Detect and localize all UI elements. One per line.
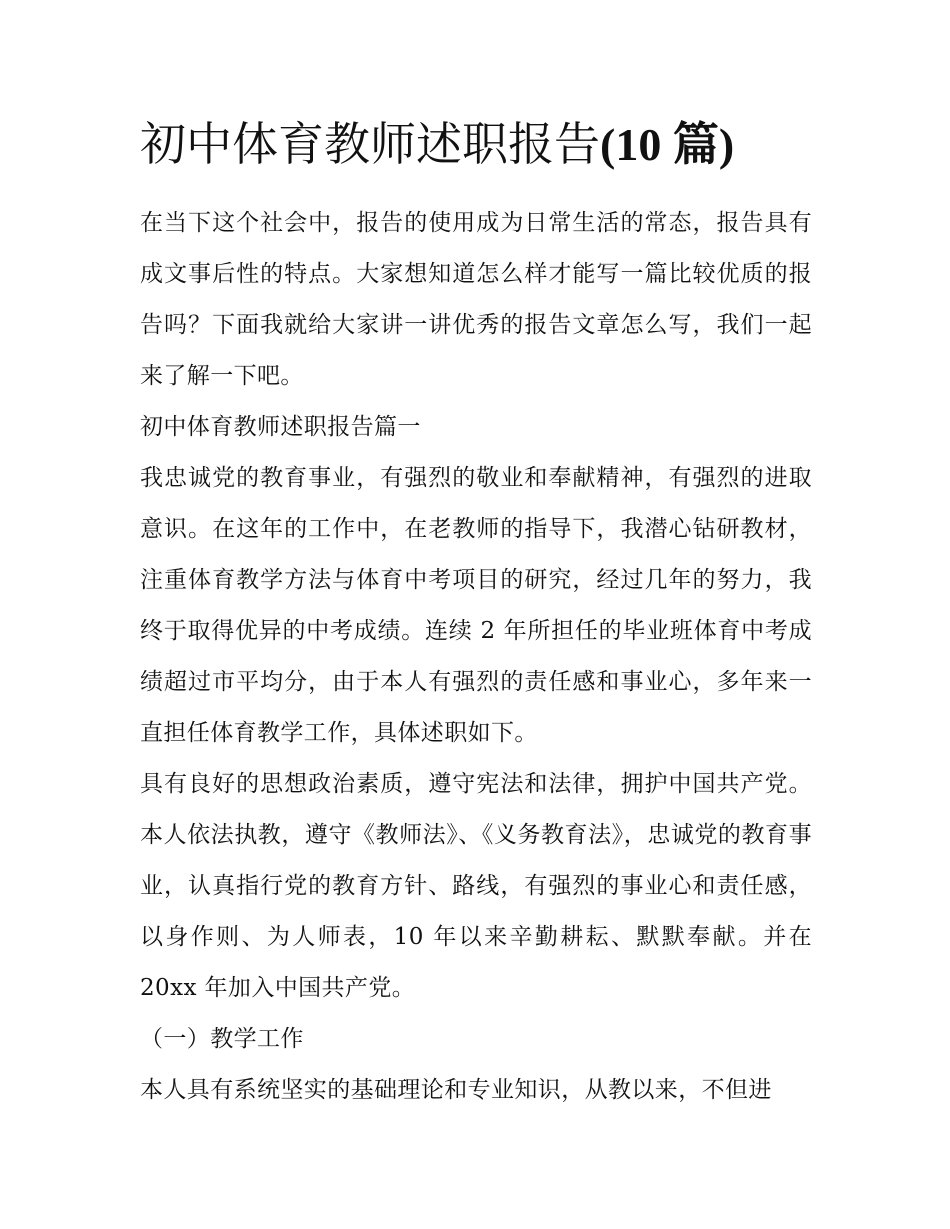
body-paragraph: 我忠诚党的教育事业，有强烈的敬业和奉献精神，有强烈的进取意识。在这年的工作中，在老教师的指导下，我潜心钻研教材，注重体育教学方法与体育中考项目的研究，经过几年的努力，我终于取得优异的中考成绩。连续 2 年所担任的毕业班体育中考成绩超过市平均分，由于本人有强烈的责任感和事业心，多年来一直担任体育教学工作，具体述职如下。 xyxy=(140,465,812,746)
body-paragraph: 具有良好的思想政治素质，遵守宪法和法律，拥护中国共产党。本人依法执教，遵守《教师法》、《义务教育法》，忠诚党的教育事业，认真指行党的教育方针、路线，有强烈的事业心和责任感，以身作则、为人师表，10 年以来辛勤耕耘、默默奉献。并在 20xx 年加入中国共产党。 xyxy=(140,771,812,1001)
subsection-heading: （一）教学工作 xyxy=(140,1026,304,1052)
title-suffix: (10 篇) xyxy=(600,119,735,170)
title-main: 初中体育教师述职报告 xyxy=(140,117,600,171)
document-body xyxy=(140,198,812,1116)
document-title xyxy=(140,112,734,177)
intro-paragraph: 在当下这个社会中，报告的使用成为日常生活的常态，报告具有成文事后性的特点。大家想知道怎么样才能写一篇比较优质的报告吗？下面我就给大家讲一讲优秀的报告文章怎么写，我们一起来了解一下吧。 xyxy=(140,210,812,389)
body-paragraph: 本人具有系统坚实的基础理论和专业知识，从教以来，不但进 xyxy=(140,1077,772,1103)
section-heading: 初中体育教师述职报告篇一 xyxy=(140,414,421,440)
